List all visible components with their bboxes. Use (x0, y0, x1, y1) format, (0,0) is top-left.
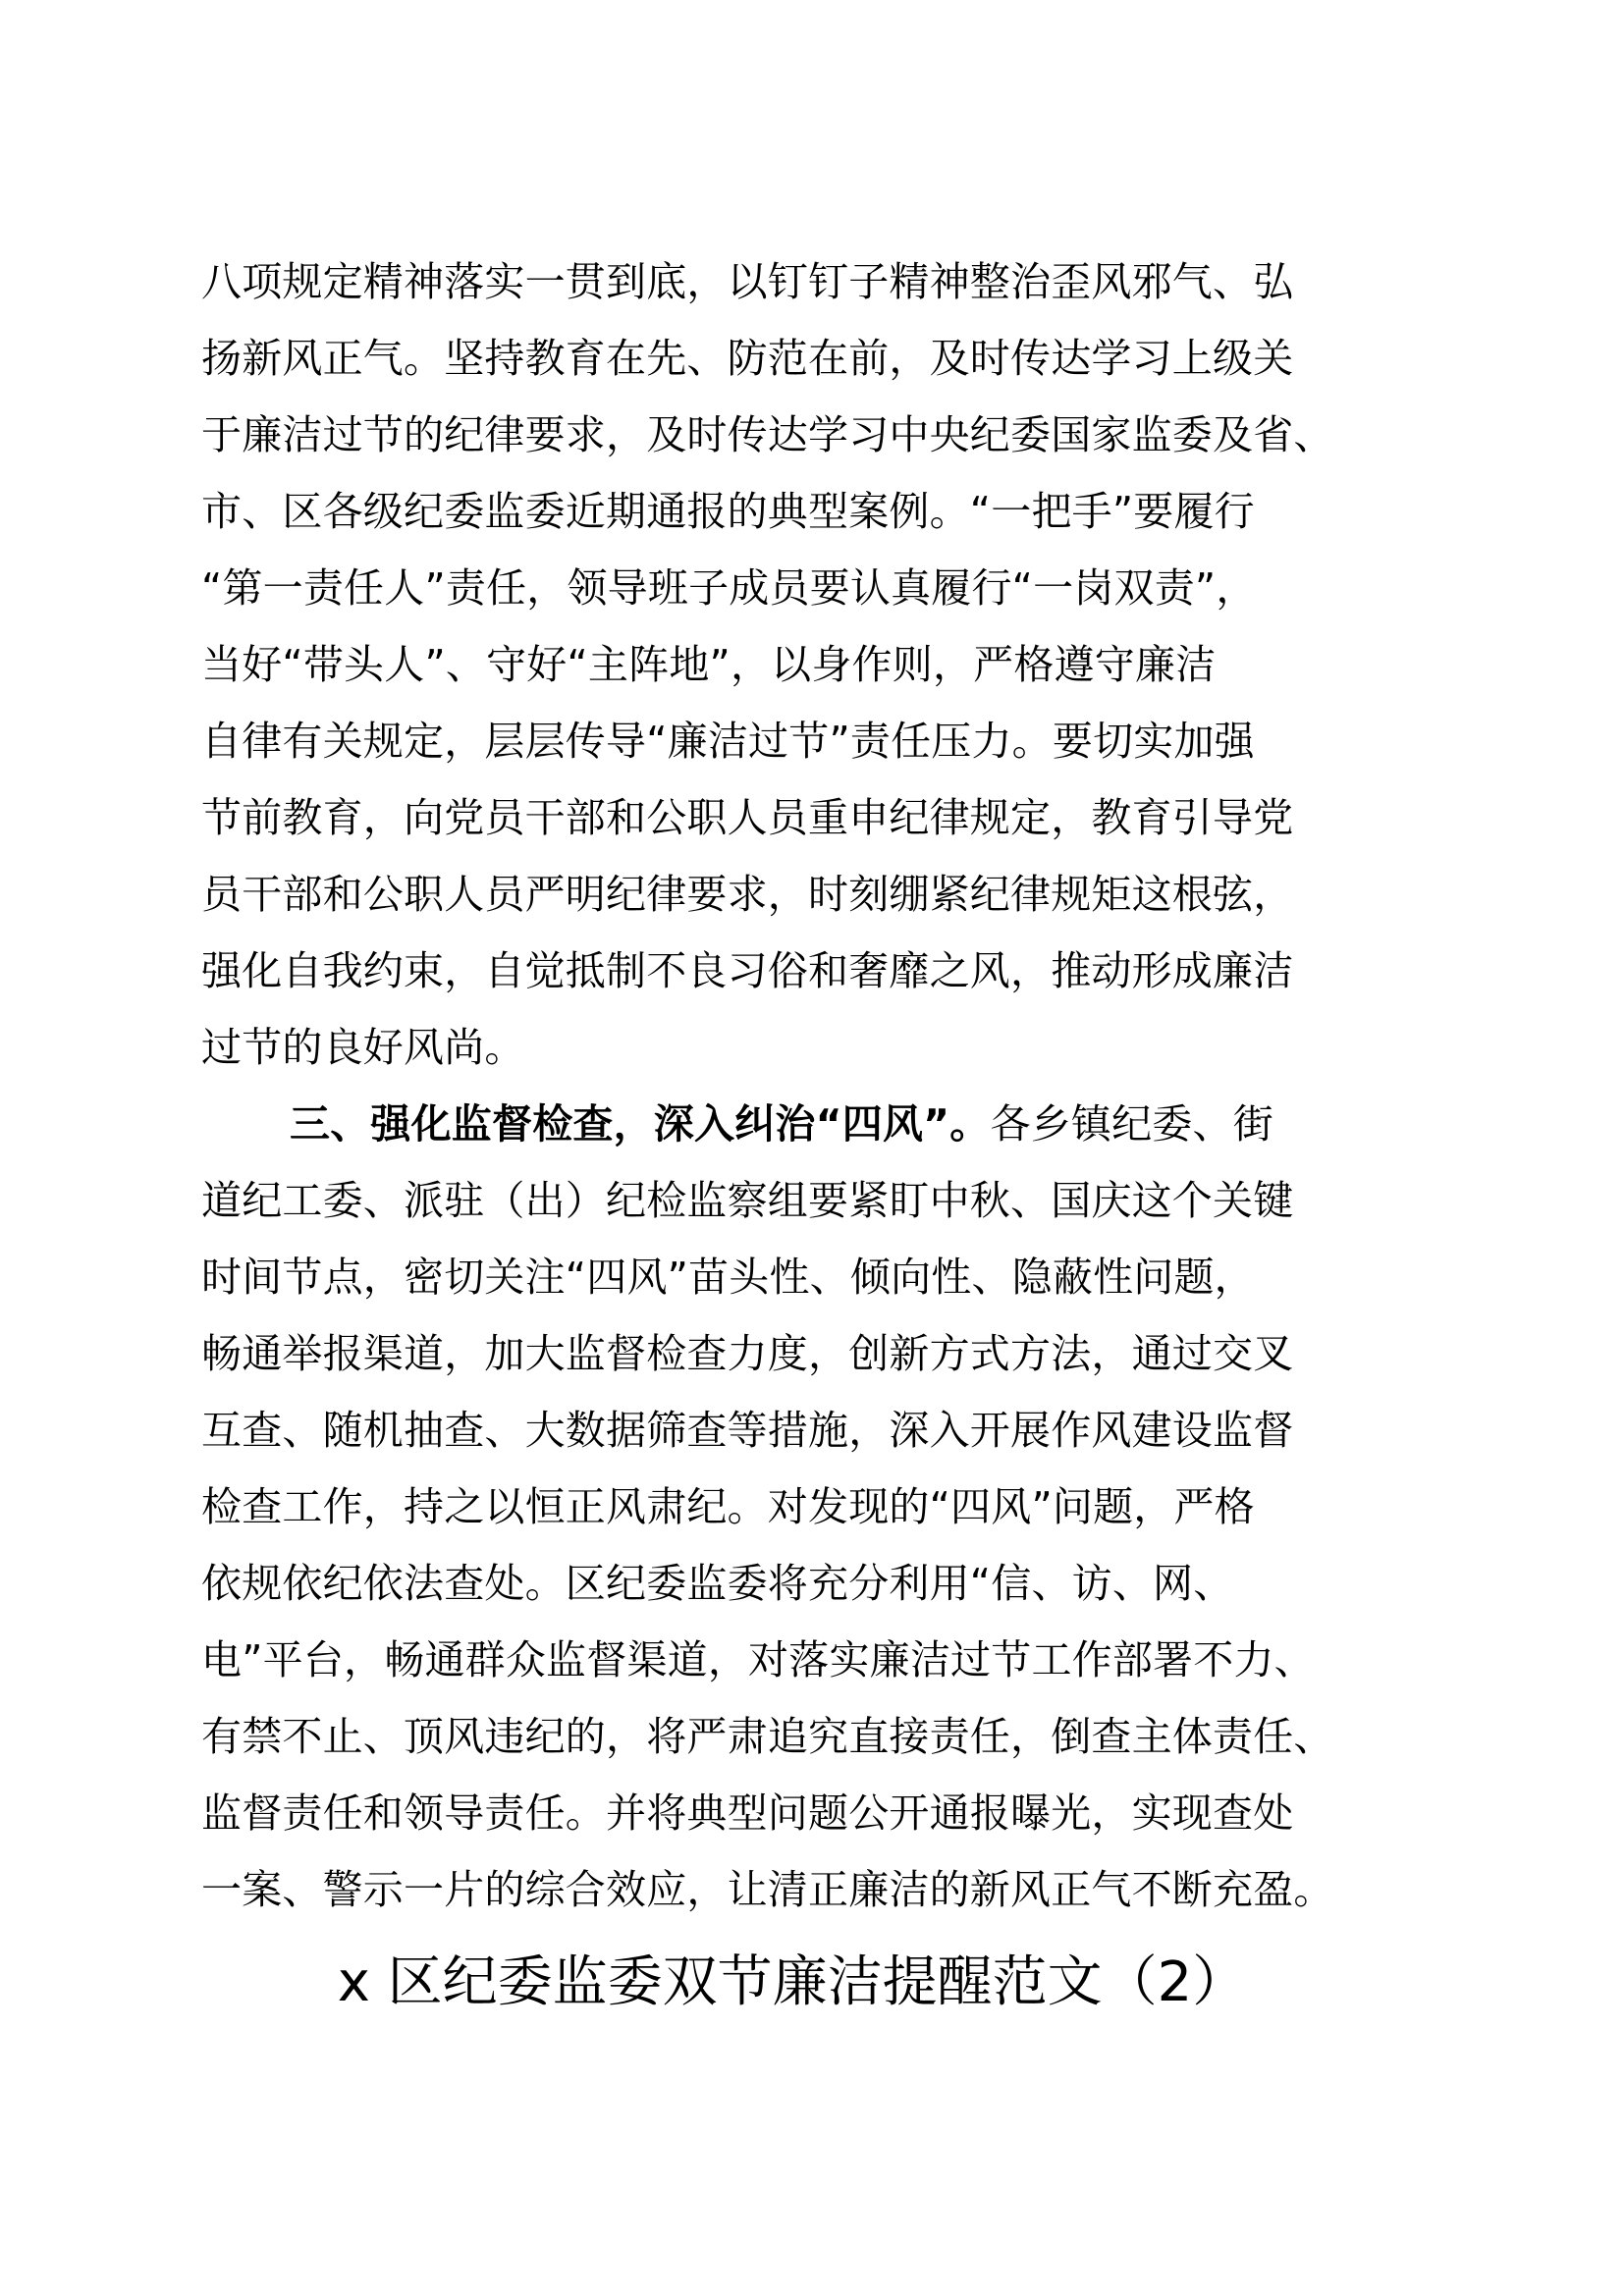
text-line: 过节的良好风尚。 (201, 1024, 525, 1071)
text-line: 市、区各级纪委监委近期通报的典型案例。“一把手”要履行 (201, 488, 1255, 535)
text-line: 时间节点，密切关注“四风”苗头性、倾向性、隐蔽性问题， (201, 1254, 1255, 1301)
text-line: 于廉洁过节的纪律要求，及时传达学习中央纪委国家监委及省、 (201, 411, 1334, 458)
text-line: 当好“带头人”、守好“主阵地”，以身作则，严格遵守廉洁 (201, 641, 1217, 688)
text-line: 有禁不止、顶风违纪的，将严肃追究直接责任，倒查主体责任、 (201, 1713, 1334, 1760)
text-line: 一案、警示一片的综合效应，让清正廉洁的新风正气不断充盈。 (201, 1866, 1334, 1913)
body-text (201, 243, 1389, 1928)
section-three-first-line (201, 1086, 1389, 1162)
text-line: 监督责任和领导责任。并将典型问题公开通报曝光，实现查处 (201, 1789, 1294, 1837)
text-line: “第一责任人”责任，领导班子成员要认真履行“一岗双责”， (201, 564, 1257, 612)
text-line: 扬新风正气。坚持教育在先、防范在前，及时传达学习上级关 (201, 335, 1294, 382)
text-line: 依规依纪依法查处。区纪委监委将充分利用“信、访、网、 (201, 1560, 1234, 1607)
document-title: x 区纪委监委双节廉洁提醒范文（2） (337, 1950, 1248, 2014)
text-line: 检查工作，持之以恒正风肃纪。对发现的“四风”问题，严格 (201, 1483, 1255, 1530)
text-line: 强化自我约束，自觉抵制不良习俗和奢靡之风，推动形成廉洁 (201, 947, 1294, 994)
text-line: 互查、随机抽查、大数据筛查等措施，深入开展作风建设监督 (201, 1407, 1294, 1454)
section-heading: 三、强化监督检查，深入纠治“四风”。 (290, 1100, 991, 1148)
text-line: 八项规定精神落实一贯到底，以钉钉子精神整治歪风邪气、弘 (201, 258, 1294, 305)
text-line: 员干部和公职人员严明纪律要求，时刻绷紧纪律规矩这根弦， (201, 871, 1294, 918)
text-line: 自律有关规定，层层传导“廉洁过节”责任压力。要切实加强 (201, 718, 1255, 765)
text-run: 各乡镇纪委、街 (990, 1100, 1273, 1148)
text-line: 道纪工委、派驻（出）纪检监察组要紧盯中秋、国庆这个关键 (201, 1177, 1294, 1224)
text-line: 畅通举报渠道，加大监督检查力度，创新方式方法，通过交叉 (201, 1330, 1294, 1377)
text-line: 电”平台，畅通群众监督渠道，对落实廉洁过节工作部署不力、 (201, 1636, 1315, 1683)
text-line: 节前教育，向党员干部和公职人员重申纪律规定，教育引导党 (201, 794, 1294, 841)
